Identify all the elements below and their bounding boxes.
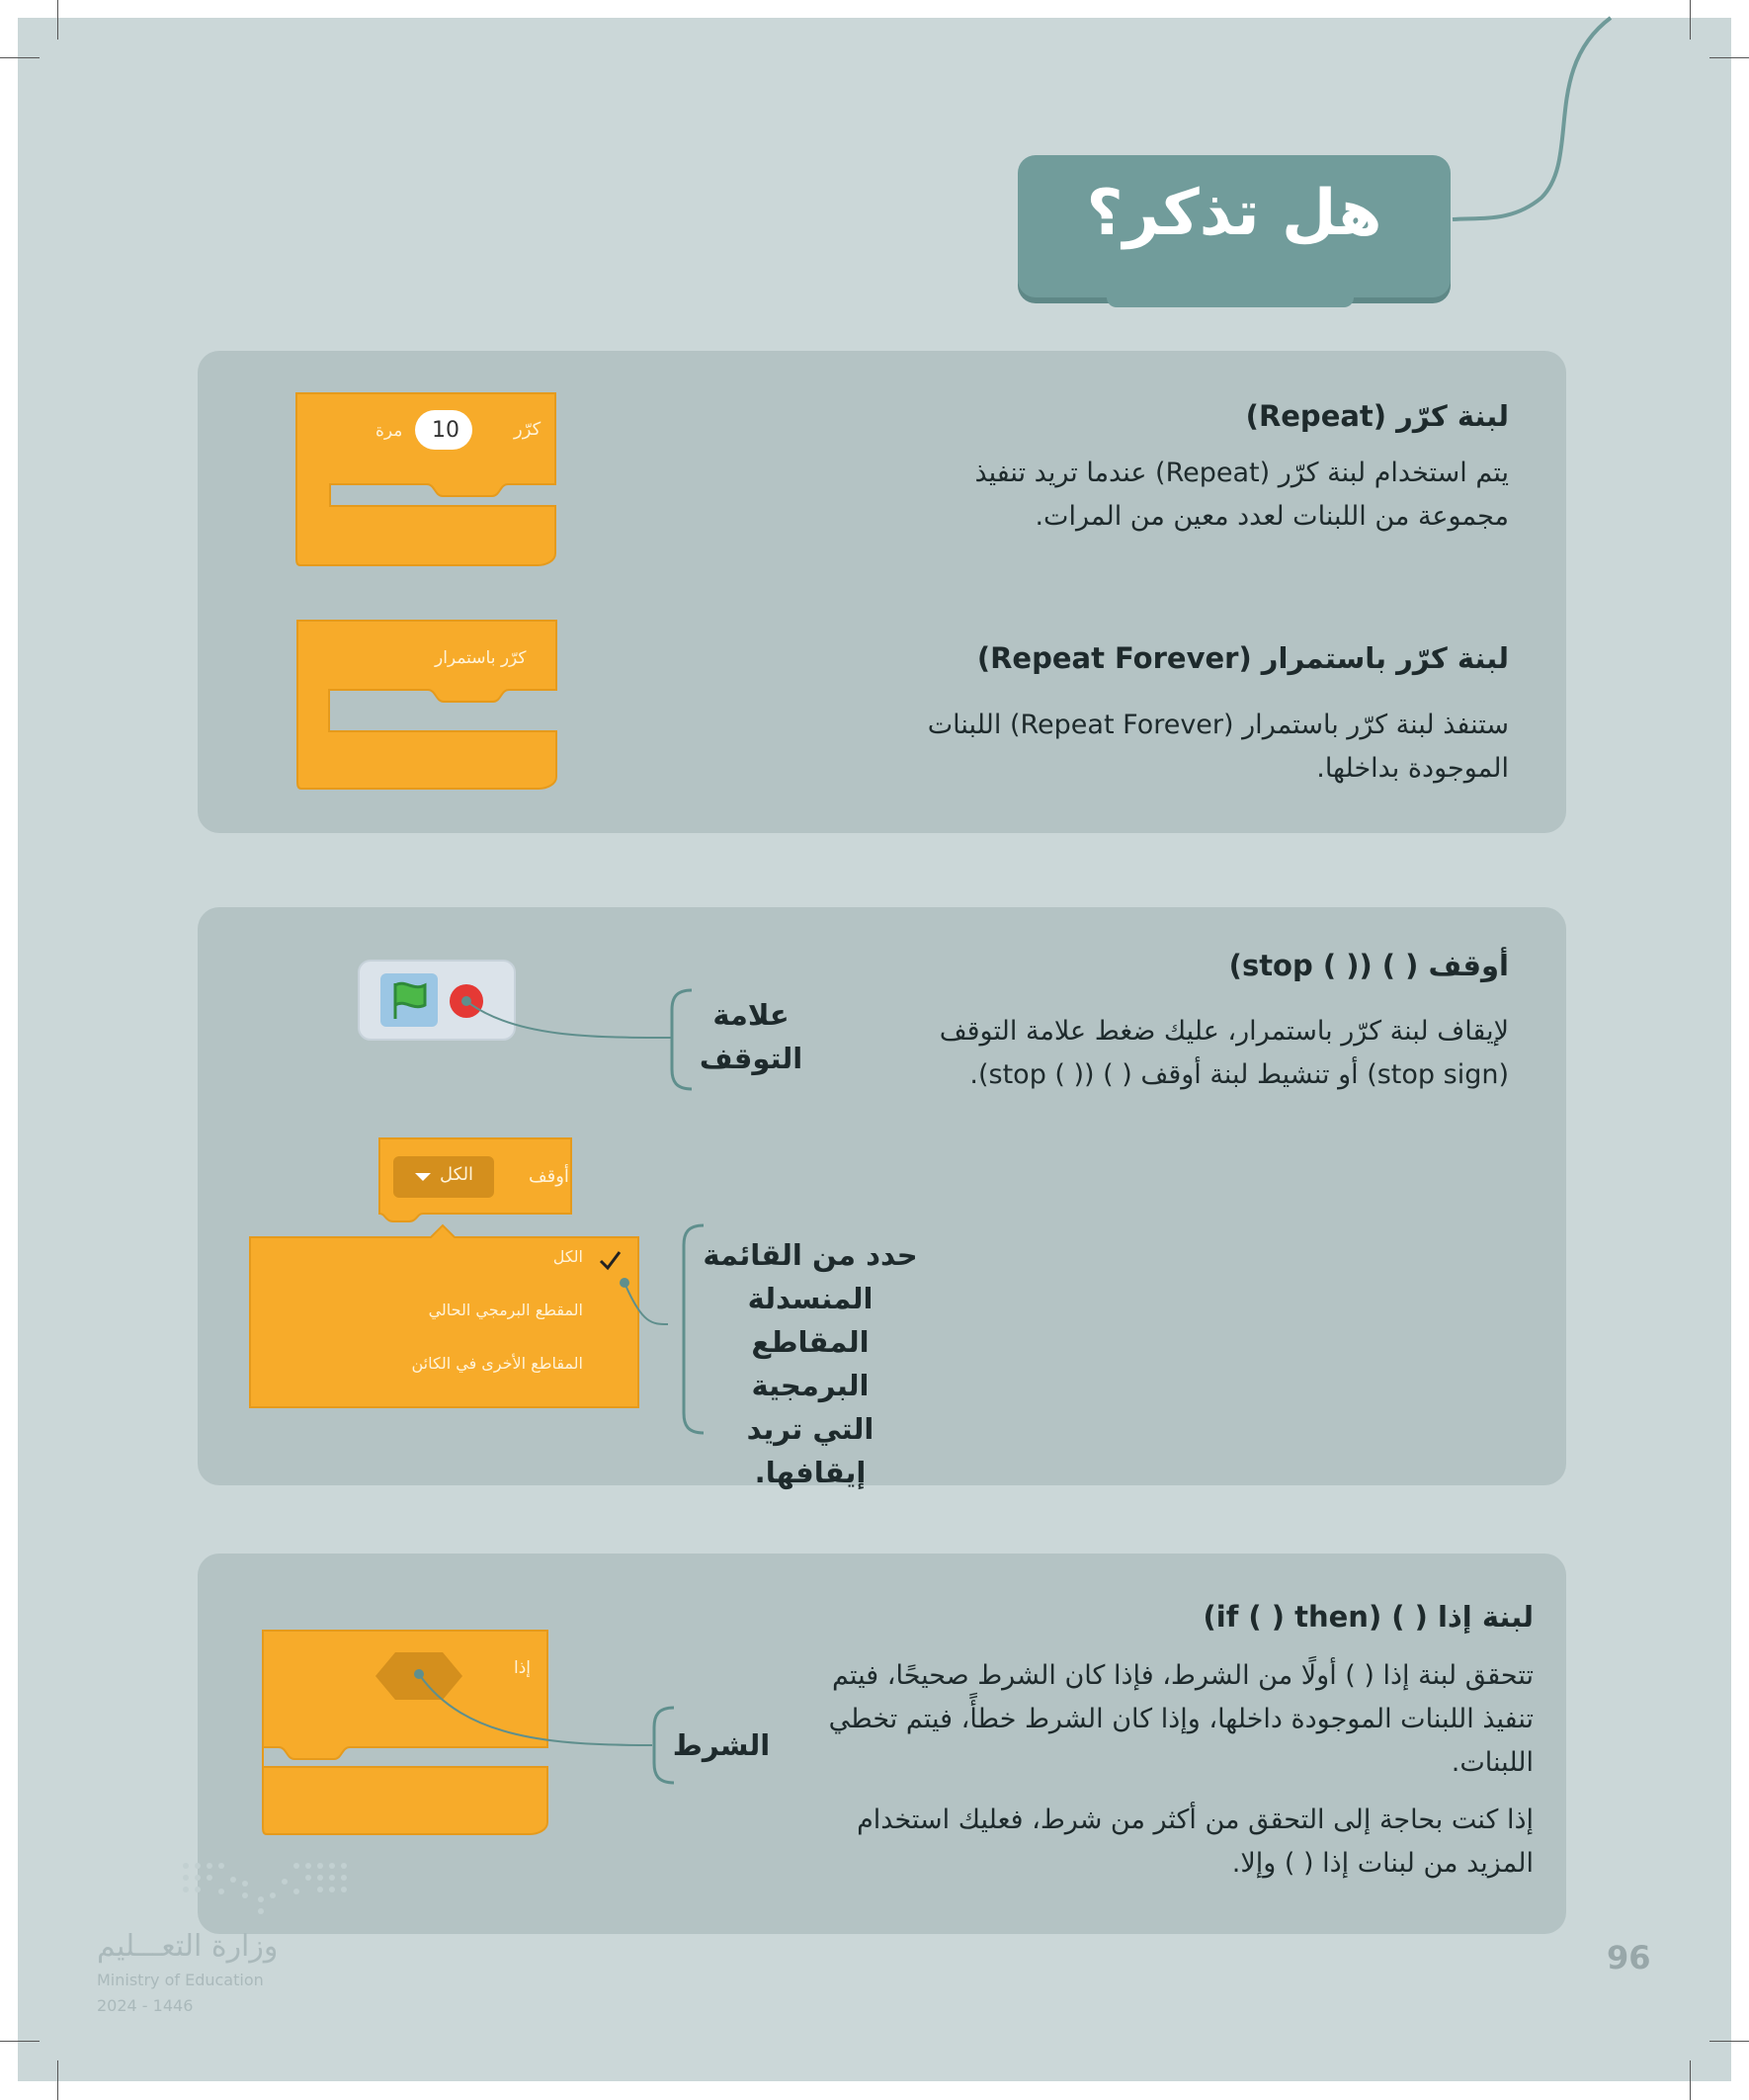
- if-para2-line-2: المزيد من لبنات إذا ( ) وإلا.: [1231, 1848, 1534, 1879]
- menu-option-3: المقاطع الأخرى في الكائن: [411, 1354, 583, 1373]
- dropdown-callout: حدد من القائمة المنسدلة المقاطع البرمجية التي تريد إيقافها.: [703, 1238, 918, 1489]
- menu-option-2: المقطع البرمجي الحالي: [428, 1301, 583, 1319]
- stop-dropdown-value: الكل: [440, 1164, 474, 1185]
- if-para1-line-2: تنفيذ اللبنات الموجودة داخلها، وإذا كان الشرط خطأً، فيتم تخطي: [828, 1704, 1534, 1734]
- forever-block-label: كرّر باستمرار: [435, 648, 527, 668]
- stop-sign-callout: علامة التوقف: [699, 998, 803, 1075]
- stop-text-line-2: (stop sign) أو تنشيط لبنة أوقف ( ) (( ) stop).: [969, 1059, 1509, 1090]
- repeat-text-line-1: يتم استخدام لبنة كرّر (Repeat) عندما تريد تنفيذ: [974, 458, 1509, 488]
- if-block-label: إذا: [514, 1658, 532, 1678]
- forever-heading: لبنة كرّر باستمرار (Repeat Forever): [976, 641, 1509, 675]
- ministry-name-ar: وزارة التعـــليم: [97, 1929, 279, 1964]
- ministry-year: 2024 - 1446: [97, 1996, 194, 2015]
- condition-callout: الشرط: [672, 1728, 771, 1762]
- stop-heading: أوقف ( ) (( ) stop): [1228, 949, 1509, 982]
- forever-text-line-2: الموجودة بداخلها.: [1316, 753, 1509, 784]
- if-para1-line-1: تتحقق لبنة إذا ( ) أولًا من الشرط، فإذا كان الشرط صحيحًا، فيتم: [832, 1660, 1534, 1691]
- menu-option-1: الكل: [552, 1247, 583, 1266]
- repeat-block-label: كرّر: [514, 419, 541, 440]
- repeat-heading: لبنة كرّر (Repeat): [1245, 399, 1509, 433]
- ministry-name-en: Ministry of Education: [97, 1971, 264, 1989]
- if-heading: لبنة إذا ( ) (if ( ) then): [1203, 1600, 1534, 1634]
- stop-text-line-1: لإيقاف لبنة كرّر باستمرار، عليك ضغط علامة التوقف: [939, 1016, 1509, 1047]
- page-title: هل تذكر؟: [1086, 177, 1382, 250]
- if-para1-line-3: اللبنات.: [1451, 1747, 1534, 1778]
- forever-text-line-1: ستنفذ لبنة كرّر باستمرار (Repeat Forever) اللبنات: [927, 710, 1509, 740]
- page-number: 96: [1607, 1939, 1651, 1976]
- repeat-block-count: 10: [432, 418, 459, 443]
- stop-block-label: أوقف: [529, 1166, 569, 1187]
- repeat-text-line-2: مجموعة من اللبنات لعدد معين من المرات.: [1035, 501, 1509, 532]
- if-para2-line-1: إذا كنت بحاجة إلى التحقق من أكثر من شرط، فعليك استخدام: [857, 1805, 1534, 1835]
- repeat-block-suffix: مرة: [375, 421, 403, 441]
